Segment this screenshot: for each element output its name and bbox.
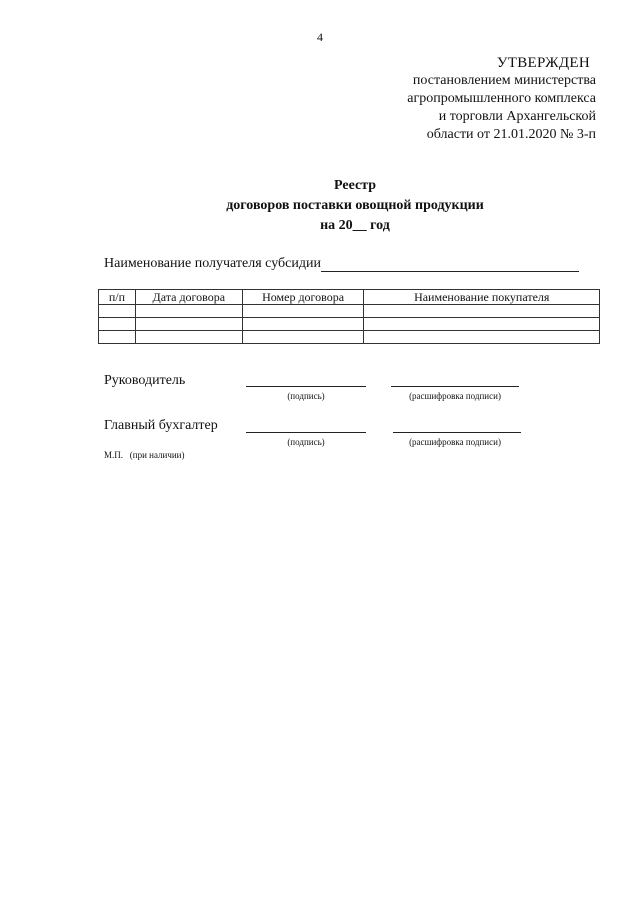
- approval-title: УТВЕРЖДЕН: [496, 55, 590, 71]
- table-row: [99, 331, 600, 344]
- table-cell: [135, 305, 242, 318]
- table-cell: [99, 331, 136, 344]
- approval-line: области от 21.01.2020 № 3-п: [426, 127, 596, 142]
- table-row: [99, 305, 600, 318]
- recipient-blank-line: [321, 257, 579, 272]
- table-cell: [364, 331, 600, 344]
- column-header-buyer-name: Наименование покупателя: [364, 290, 600, 305]
- column-header-number: п/п: [99, 290, 136, 305]
- table-row: [99, 318, 600, 331]
- table-cell: [242, 331, 364, 344]
- page-number: 4: [317, 30, 323, 44]
- caption-accountant-sign: (подпись): [287, 437, 325, 447]
- title-line-year: на 20__ год: [320, 218, 390, 233]
- table-cell: [242, 318, 364, 331]
- signature-role-head: Руководитель: [104, 373, 186, 388]
- table-cell: [242, 305, 364, 318]
- signature-line-accountant-sign: [246, 431, 366, 433]
- column-header-contract-number: Номер договора: [242, 290, 364, 305]
- signature-line-head-sign: [246, 385, 366, 387]
- approval-line: агропромышленного комплекса: [407, 91, 596, 106]
- approval-line: и торговли Архангельской: [438, 109, 596, 124]
- signature-line-head-name: [391, 385, 519, 387]
- recipient-label: Наименование получателя субсидии: [104, 256, 321, 271]
- signature-role-accountant: Главный бухгалтер: [104, 418, 218, 433]
- table-header-row: [99, 290, 600, 305]
- recipient-field: [104, 256, 579, 272]
- column-header-contract-date: Дата договора: [135, 290, 242, 305]
- registry-table: [98, 289, 600, 344]
- title-line-registry: Реестр: [333, 178, 376, 193]
- caption-head-name: (расшифровка подписи): [409, 391, 501, 401]
- table-cell: [99, 305, 136, 318]
- approval-line: постановлением министерства: [412, 73, 596, 88]
- caption-accountant-name: (расшифровка подписи): [409, 437, 501, 447]
- table-cell: [364, 305, 600, 318]
- stamp-note: М.П. (при наличии): [104, 450, 185, 460]
- document-title: [0, 176, 640, 236]
- approval-block: [407, 54, 596, 144]
- title-line-subject: договоров поставки овощной продукции: [226, 198, 484, 213]
- table-cell: [99, 318, 136, 331]
- table-cell: [135, 318, 242, 331]
- signature-line-accountant-name: [393, 431, 521, 433]
- caption-head-sign: (подпись): [287, 391, 325, 401]
- table-cell: [364, 318, 600, 331]
- table-cell: [135, 331, 242, 344]
